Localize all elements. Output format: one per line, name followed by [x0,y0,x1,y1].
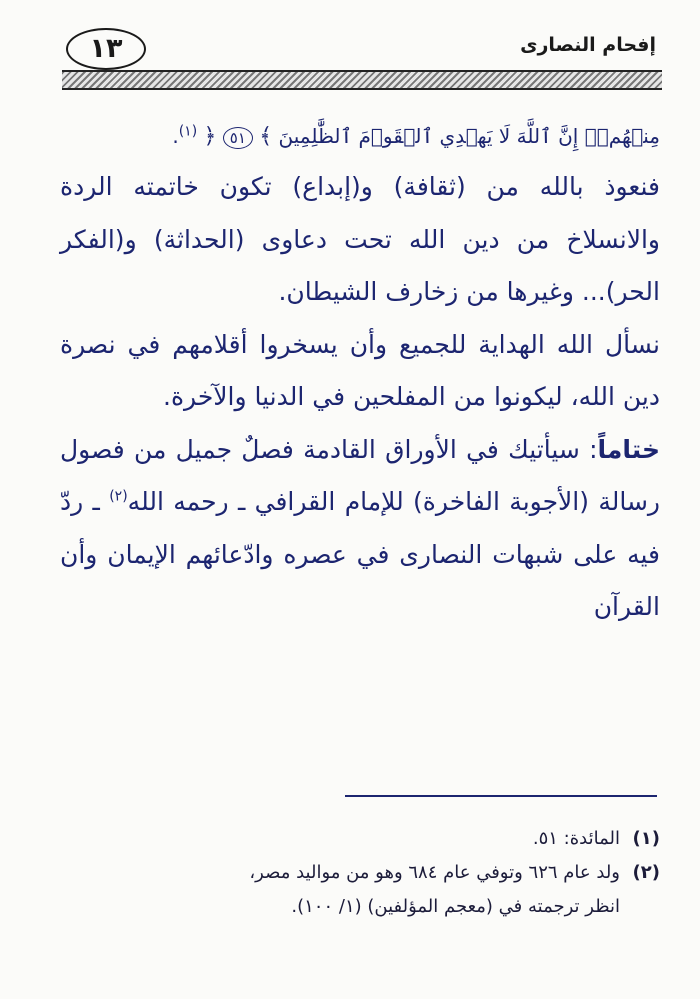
footnotes [60,822,660,924]
paragraph-3-text-a: : سيأتيك في الأوراق القادمة فصلٌ جميل من فصول رسالة (الأجوبة الفاخرة) للإمام القرافي ـ رحمه الله [60,434,660,516]
quran-verse-line: مِنۡهُمۡۚ إِنَّ ٱللَّهَ لَا يَهۡدِي ٱلۡقَوۡمَ ٱلظَّٰلِمِينَ ﴾ ٥١ ﴿ $^{(١)}$. [172,123,660,149]
main-text [60,112,660,634]
running-title: إفحام النصارى [520,34,656,56]
closing-lead: ختاماً [597,434,660,464]
verse-close-brace: ﴾ [259,124,273,149]
paragraph-3-text-b: ـ ردّ فيه على شبهات النصارى في عصره وادّعائهم الإيمان وأن القرآن [60,487,660,621]
footnote-ref-2: (٢) [109,488,128,505]
footnote-divider [345,795,657,797]
page-number: ١٣ [66,28,146,70]
footnote-mark: (٢) [632,862,660,883]
verse-open-brace: ﴿ [203,124,217,149]
footnote-text: ولد عام ٦٢٦ وتوفي عام ٦٨٤ وهو من مواليد مصر، [249,862,620,883]
footnote-2-continuation: انظر ترجمته في (معجم المؤلفين) (١/ ١٠٠). [291,896,620,917]
verse-text: مِنۡهُمۡۚ إِنَّ ٱللَّهَ لَا يَهۡدِي ٱلۡقَوۡمَ ٱلظَّٰلِمِينَ [278,124,660,148]
header-rule [62,70,662,90]
footnote-text: المائدة: ٥١. [532,828,620,849]
paragraph-1: فنعوذ بالله من (ثقافة) و(إبداع) تكون خاتمته الردة والانسلاخ من دين الله تحت دعاوى (الحداثة) و(الفكر الحر)... وغيرها من زخارف الشيطان. [60,172,660,306]
page-header [62,22,662,102]
footnote-1 [60,822,660,856]
paragraph-3 [60,424,660,634]
verse-number: ٥١ [223,127,253,149]
footnote-mark: (١) [632,828,660,849]
footnote-2 [60,856,660,890]
footnote-ref-1: (١) [178,123,198,140]
paragraph-2: نسأل الله الهداية للجميع وأن يسخروا أقلامهم في نصرة دين الله، ليكونوا من المفلحين في الدنيا والآخرة. [60,329,660,411]
